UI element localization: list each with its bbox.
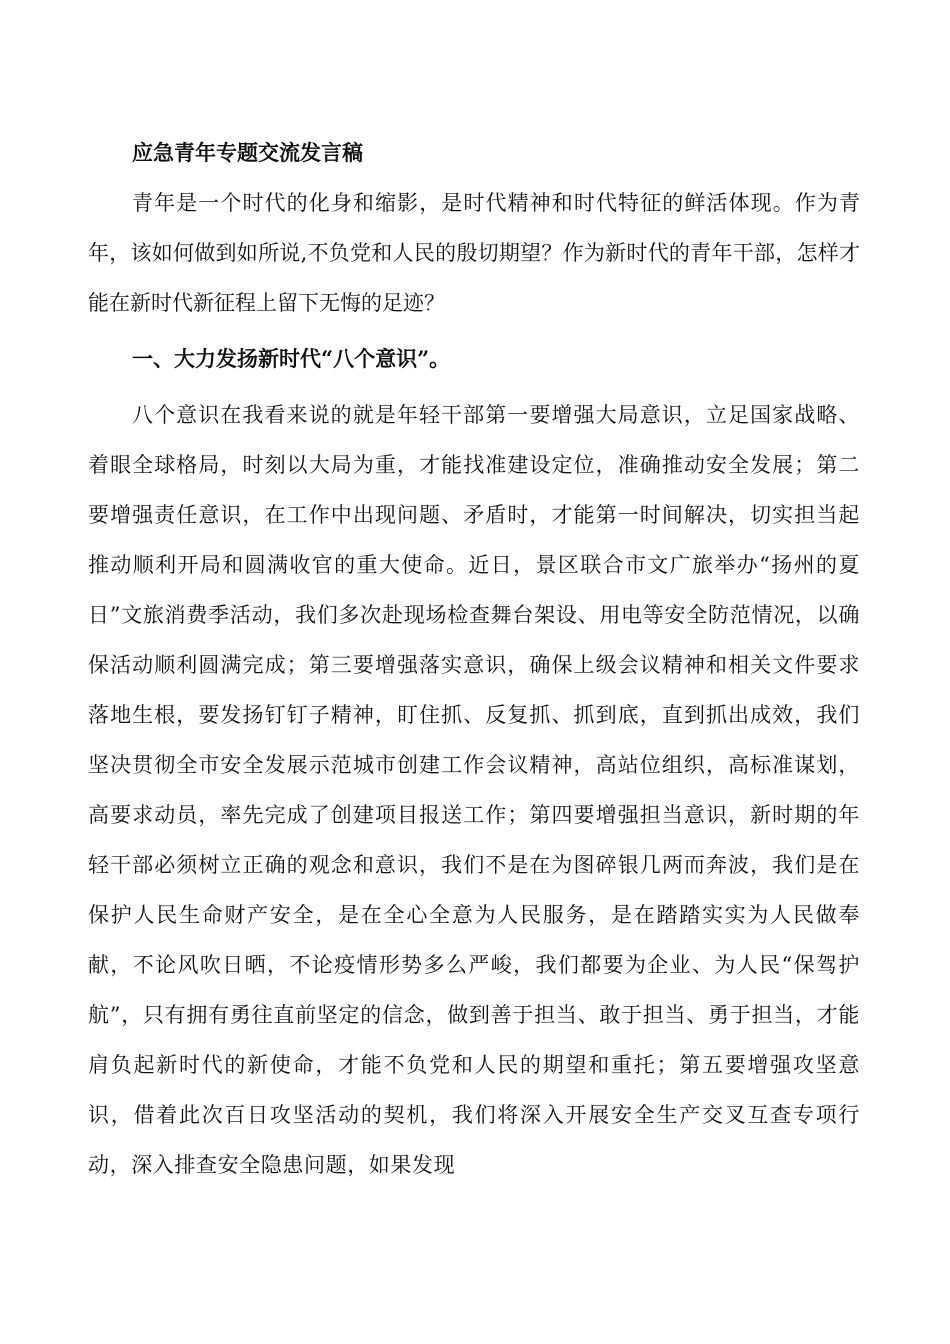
intro-paragraph: 青年是一个时代的化身和缩影，是时代精神和时代特征的鲜活体现。作为青年，该如何做到如所说,不负党和人民的殷切期望？作为新时代的青年干部，怎样才能在新时代新征程上留下无悔的足迹？ — [88, 191, 860, 315]
section-heading: 一、大力发扬新时代“八个意识”。 — [132, 346, 451, 371]
document-body — [88, 128, 860, 1190]
section-paragraph: 八个意识在我看来说的就是年轻干部第一要增强大局意识，立足国家战略、着眼全球格局，时刻以大局为重，才能找准建设定位，准确推动安全发展；第二要增强责任意识，在工作中出现问题、矛盾时，才能第一时间解决，切实担当起推动顺利开局和圆满收官的重大使命。近日，景区联合市文广旅举办“扬州的夏日”文旅消费季活动，我们多次赴现场检查舞台架设、用电等安全防范情况，以确保活动顺利圆满完成；第三要增强落实意识，确保上级会议精神和相关文件要求落地生根，要发扬钉钉子精神，盯住抓、反复抓、抓到底，直到抓出成效，我们坚决贯彻全市安全发展示范城市创建工作会议精神，高站位组织，高标准谋划，高要求动员，率先完成了创建项目报送工作；第四要增强担当意识，新时期的年轻干部必须树立正确的观念和意识，我们不是在为图碎银几两而奔波，我们是在保护人民生命财产安全，是在全心全意为人民服务，是在踏踏实实为人民做奉献，不论风吹日晒，不论疫情形势多么严峻，我们都要为企业、为人民“保驾护航”，只有拥有勇往直前坚定的信念，做到善于担当、敢于担当、勇于担当，才能肩负起新时代的新使命，才能不负党和人民的期望和重托；第五要增强攻坚意识，借着此次百日攻坚活动的契机，我们将深入开展安全生产交叉互查专项行动，深入排查安全隐患问题，如果发现 — [88, 403, 860, 1177]
document-title: 应急青年专题交流发言稿 — [132, 140, 363, 165]
